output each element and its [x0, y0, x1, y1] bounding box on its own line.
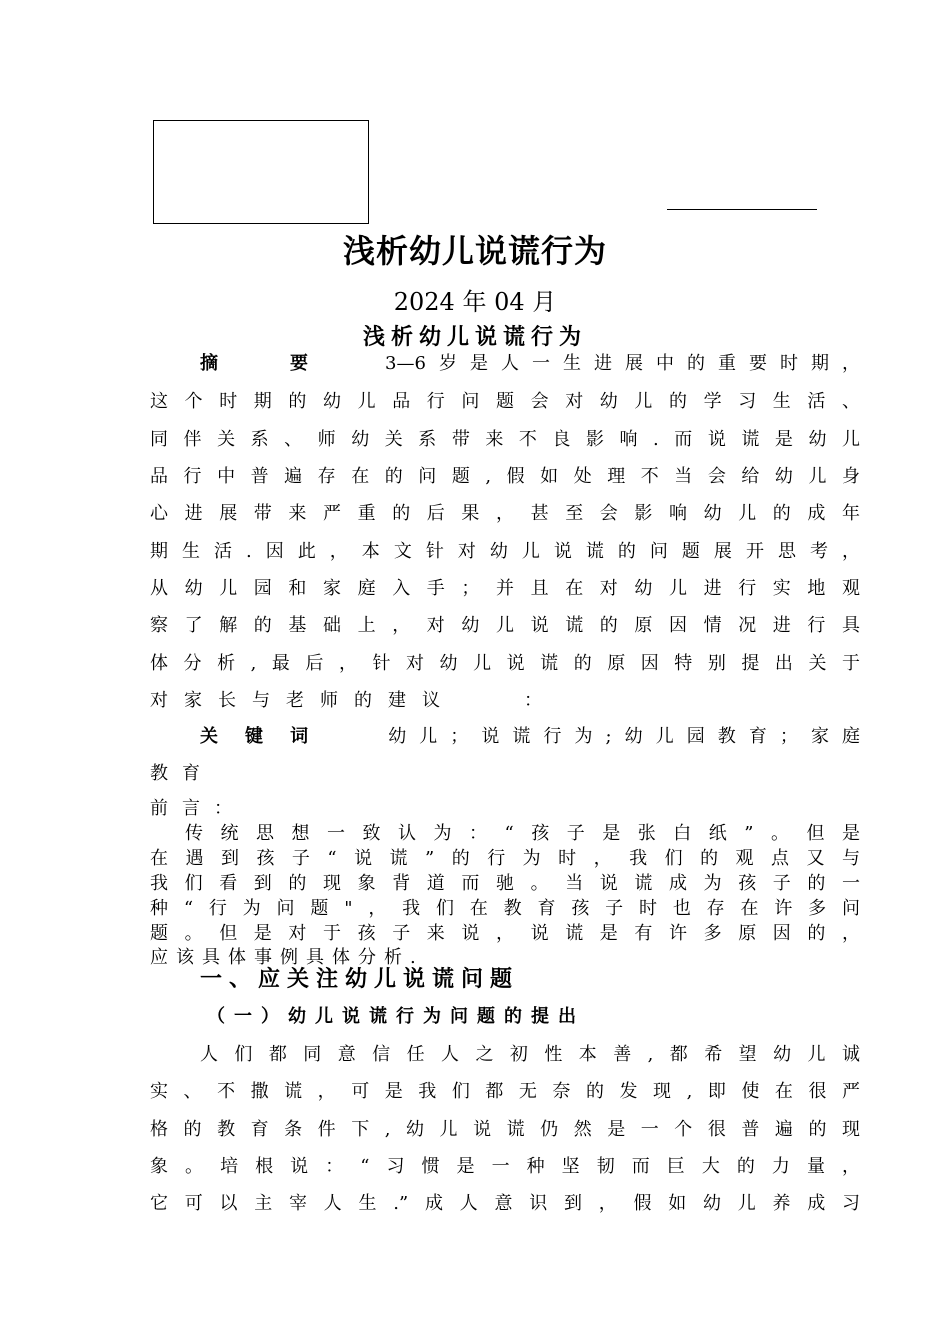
keywords-text: 幼儿；说谎行为;幼儿园教育；家庭 [375, 726, 860, 747]
abstract-label: 摘 要 [200, 353, 336, 374]
abstract-line: 体分析,最后，针对幼儿说谎的原因特别提出关于 [150, 653, 860, 674]
keywords-label: 关键词 [200, 726, 336, 747]
body-line: 象。培根说：“习惯是一种坚韧而巨大的力量， [150, 1156, 860, 1177]
abstract-line: 品行中普遍存在的问题,假如处理不当会给幼儿身 [150, 466, 860, 487]
preface-label: 前言： [150, 798, 246, 819]
abstract-line: 察了解的基础上，对幼儿说谎的原因情况进行具 [150, 615, 860, 636]
preface-line: 应该具体事例具体分析. [150, 947, 424, 968]
abstract-text: 3—6岁是人一生进展中的重要时期， [385, 353, 861, 374]
subsection-heading: （一）幼儿说谎行为问题的提出 [207, 1006, 585, 1027]
section-heading: 一、应关注幼儿说谎问题 [200, 967, 520, 992]
keywords-continuation: 教育 [150, 763, 214, 784]
document-subtitle: 浅析幼儿说谎行为 [362, 325, 587, 350]
keywords-line [200, 722, 860, 748]
abstract-line-1 [200, 349, 860, 375]
abstract-line: 对家长与老师的建议 ： [150, 690, 558, 711]
body-line: 实、不撒谎，可是我们都无奈的发现,即使在很严 [150, 1081, 860, 1102]
body-line: 格的教育条件下,幼儿说谎仍然是一个很普遍的现 [150, 1119, 860, 1140]
body-line: 它可以主宰人生.”成人意识到，假如幼儿养成习 [150, 1193, 860, 1214]
blank-frame-box [153, 120, 369, 224]
document-date: 2024 年 04 月 [393, 288, 557, 316]
abstract-line: 同伴关系、师幼关系带来不良影响.而说谎是幼儿 [150, 429, 860, 450]
preface-line: 种“行为问题"，我们在教育孩子时也存在许多问 [150, 898, 860, 919]
preface-line: 传统思想一致认为：“孩子是张白纸”。但是 [185, 823, 860, 844]
abstract-line: 这个时期的幼儿品行问题会对幼儿的学习生活、 [150, 391, 860, 412]
signature-rule [667, 209, 817, 210]
preface-line: 我们看到的现象背道而驰。当说谎成为孩子的一 [150, 873, 860, 894]
abstract-line: 期生活.因此，本文针对幼儿说谎的问题展开思考， [150, 541, 860, 562]
preface-line: 题。但是对于孩子来说，说谎是有许多原因的， [150, 923, 860, 944]
document-title: 浅析幼儿说谎行为 [342, 232, 607, 270]
abstract-line: 从幼儿园和家庭入手；并且在对幼儿进行实地观 [150, 578, 860, 599]
body-line: 人们都同意信任人之初性本善,都希望幼儿诚 [200, 1044, 860, 1065]
preface-line: 在遇到孩子“说谎”的行为时，我们的观点又与 [150, 848, 860, 869]
abstract-line: 心进展带来严重的后果，甚至会影响幼儿的成年 [150, 503, 860, 524]
